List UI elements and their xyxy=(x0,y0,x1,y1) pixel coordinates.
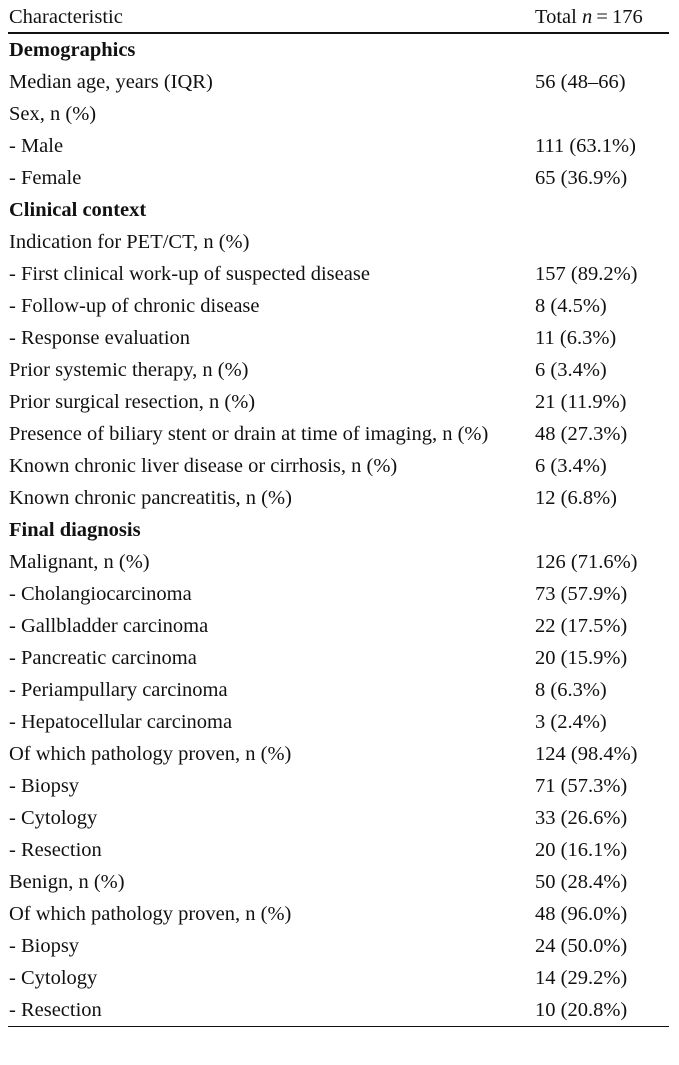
row-value: 14 (29.2%) xyxy=(535,967,628,989)
row-value: 126 (71.6%) xyxy=(535,551,638,573)
table-row xyxy=(8,866,669,898)
row-value: 6 (3.4%) xyxy=(535,359,607,381)
row-value: 8 (4.5%) xyxy=(535,295,607,317)
table-row xyxy=(8,322,669,354)
table-row xyxy=(8,610,669,642)
row-value: 56 (48–66) xyxy=(535,71,626,93)
row-label: Indication for PET/CT, n (%) xyxy=(9,231,250,253)
row-value xyxy=(534,98,669,130)
row-label: Median age, years (IQR) xyxy=(9,71,213,93)
row-value: 21 (11.9%) xyxy=(535,391,627,413)
row-value: 12 (6.8%) xyxy=(535,487,617,509)
row-label: - Pancreatic carcinoma xyxy=(9,647,197,669)
table-row xyxy=(8,418,669,450)
table-row xyxy=(8,834,669,866)
row-value: 48 (27.3%) xyxy=(535,423,628,445)
row-label: Known chronic liver disease or cirrhosis, n (%) xyxy=(9,455,398,477)
table-row xyxy=(8,994,669,1027)
row-label: - Cytology xyxy=(9,967,98,989)
row-value: 111 (63.1%) xyxy=(535,135,636,157)
row-value: 20 (15.9%) xyxy=(535,647,628,669)
header-total-prefix: Total xyxy=(535,6,582,28)
section-title: Clinical context xyxy=(9,199,147,221)
table-row xyxy=(8,706,669,738)
header-total-n: n xyxy=(581,6,593,28)
row-value: 157 (89.2%) xyxy=(535,263,638,285)
table-row xyxy=(8,962,669,994)
table-row xyxy=(8,770,669,802)
table-row xyxy=(8,258,669,290)
table-row xyxy=(8,898,669,930)
characteristics-table xyxy=(8,0,669,1027)
table-row xyxy=(8,162,669,194)
row-label: - Gallbladder carcinoma xyxy=(9,615,209,637)
row-value: 73 (57.9%) xyxy=(535,583,628,605)
row-label: - Biopsy xyxy=(9,775,80,797)
row-value: 6 (3.4%) xyxy=(535,455,607,477)
table-row xyxy=(8,482,669,514)
row-value xyxy=(534,514,669,546)
table-row xyxy=(8,642,669,674)
row-value: 71 (57.3%) xyxy=(535,775,628,797)
row-value: 24 (50.0%) xyxy=(535,935,628,957)
row-label: - Female xyxy=(9,167,82,189)
row-label: - Periampullary carcinoma xyxy=(9,679,228,701)
row-label: Known chronic pancreatitis, n (%) xyxy=(9,487,292,509)
row-value: 124 (98.4%) xyxy=(535,743,638,765)
row-label: - Resection xyxy=(8,994,534,1027)
row-value: 20 (16.1%) xyxy=(535,839,628,861)
row-value: 65 (36.9%) xyxy=(535,167,628,189)
table-row xyxy=(8,450,669,482)
characteristics-table-container xyxy=(8,0,669,1027)
row-label: Prior systemic therapy, n (%) xyxy=(9,359,249,381)
table-row xyxy=(8,738,669,770)
table-row xyxy=(8,66,669,98)
section-header-row xyxy=(8,514,669,546)
table-row xyxy=(8,578,669,610)
table-row xyxy=(8,130,669,162)
row-value: 33 (26.6%) xyxy=(535,807,628,829)
row-value: 48 (96.0%) xyxy=(535,903,628,925)
row-label: - Follow-up of chronic disease xyxy=(9,295,260,317)
table-header-row xyxy=(8,0,669,33)
row-label: - Biopsy xyxy=(9,935,80,957)
table-row xyxy=(8,386,669,418)
row-label: - Cytology xyxy=(9,807,98,829)
row-value: 22 (17.5%) xyxy=(535,615,628,637)
section-header-row xyxy=(8,33,669,66)
row-label: Of which pathology proven, n (%) xyxy=(9,743,292,765)
section-title: Final diagnosis xyxy=(9,519,141,541)
row-label: Malignant, n (%) xyxy=(9,551,150,573)
row-value: 3 (2.4%) xyxy=(535,711,607,733)
row-label: Presence of biliary stent or drain at time of imaging, n (%) xyxy=(9,423,489,445)
row-value xyxy=(534,226,669,258)
row-value: 11 (6.3%) xyxy=(535,327,617,349)
section-header-row xyxy=(8,194,669,226)
table-row xyxy=(8,674,669,706)
row-label: - First clinical work-up of suspected disease xyxy=(9,263,370,285)
table-row xyxy=(8,930,669,962)
row-value: 50 (28.4%) xyxy=(535,871,628,893)
header-total xyxy=(534,0,669,33)
header-characteristic: Characteristic xyxy=(8,0,534,33)
row-label: Sex, n (%) xyxy=(9,103,97,125)
row-label: - Hepatocellular carcinoma xyxy=(9,711,233,733)
table-row xyxy=(8,98,669,130)
table-row xyxy=(8,226,669,258)
row-label: - Cholangiocarcinoma xyxy=(9,583,192,605)
section-title: Demographics xyxy=(9,39,136,61)
row-label: Prior surgical resection, n (%) xyxy=(9,391,256,413)
row-label: - Male xyxy=(9,135,64,157)
table-row xyxy=(8,354,669,386)
row-label: - Response evaluation xyxy=(9,327,191,349)
row-value: 8 (6.3%) xyxy=(535,679,607,701)
row-value xyxy=(534,194,669,226)
row-label: - Resection xyxy=(9,839,102,861)
table-row xyxy=(8,290,669,322)
table-row xyxy=(8,546,669,578)
table-row xyxy=(8,802,669,834)
header-total-count: = 176 xyxy=(592,6,643,28)
row-value: 10 (20.8%) xyxy=(534,994,669,1027)
table-body xyxy=(8,33,669,1027)
row-value xyxy=(534,33,669,66)
row-label: Benign, n (%) xyxy=(9,871,125,893)
row-label: Of which pathology proven, n (%) xyxy=(9,903,292,925)
